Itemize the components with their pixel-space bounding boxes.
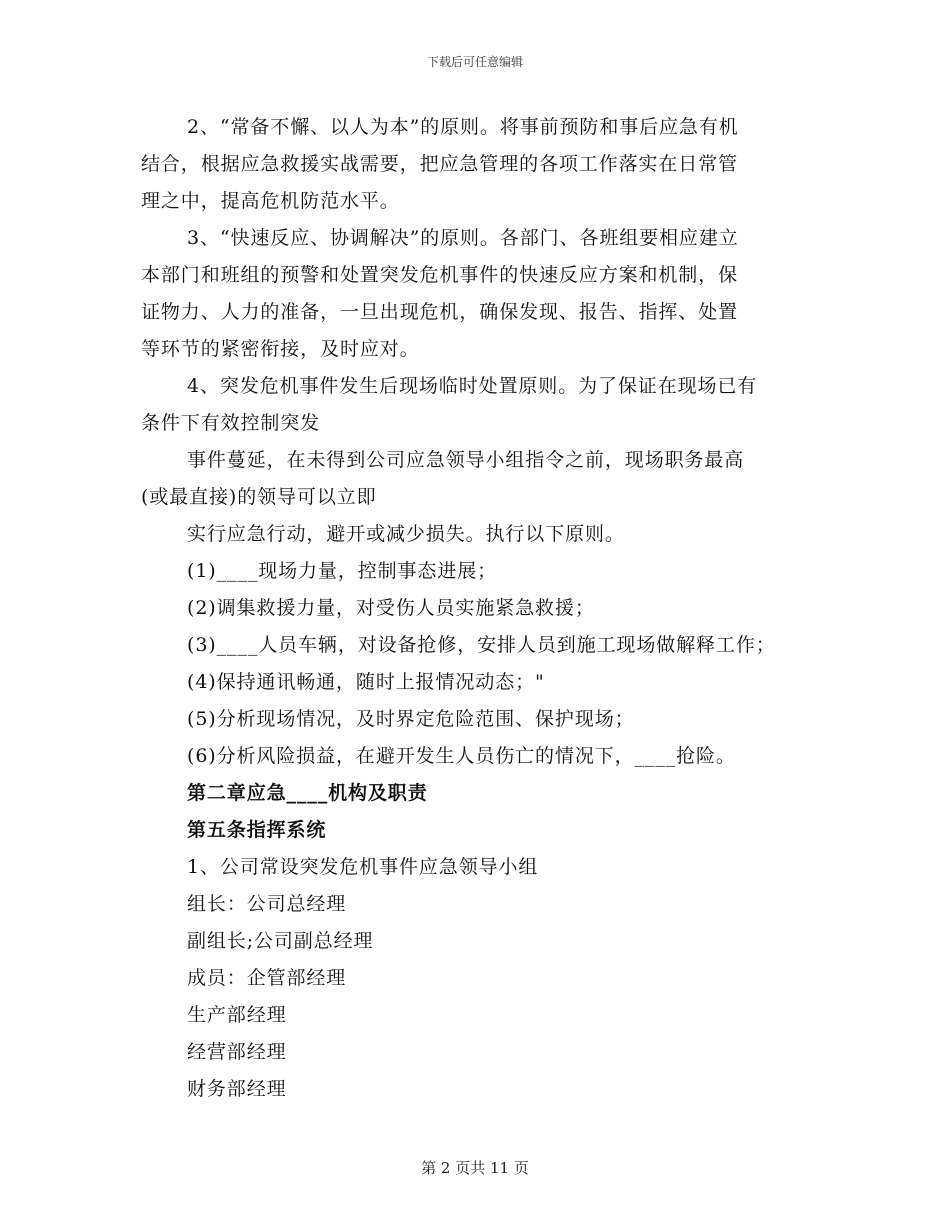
text-line: 结合，根据应急救援实战需要，把应急管理的各项工作落实在日常管 xyxy=(141,153,739,175)
text-line: 经营部经理 xyxy=(187,1041,287,1063)
text-line: (或最直接)的领导可以立即 xyxy=(141,486,377,508)
text-line: (1)____现场力量，控制事态进展； xyxy=(187,560,498,582)
text-line: 事件蔓延，在未得到公司应急领导小组指令之前，现场职务最高 xyxy=(187,449,745,471)
text-line: (2)调集救援力量，对受伤人员实施紧急救援； xyxy=(187,597,595,619)
text-line: 实行应急行动，避开或减少损失。执行以下原则。 xyxy=(187,523,625,545)
page-footer: 第 2 页共 11 页 xyxy=(421,1159,529,1177)
text-line: 本部门和班组的预警和处置突发危机事件的快速反应方案和机制，保 xyxy=(141,264,739,286)
text-line: 理之中，提高危机防范水平。 xyxy=(141,190,400,212)
text-line: (4)保持通讯畅通，随时上报情况动态；" xyxy=(187,671,545,693)
text-line: 4、突发危机事件发生后现场临时处置原则。为了保证在现场已有 xyxy=(187,375,758,397)
text-line: (5)分析现场情况，及时界定危险范围、保护现场； xyxy=(187,708,635,730)
text-line: 副组长;公司副总经理 xyxy=(187,930,374,952)
text-line: 财务部经理 xyxy=(187,1078,287,1100)
page-header: 下载后可任意编辑 xyxy=(426,55,523,69)
section-heading: 第五条指挥系统 xyxy=(187,819,327,841)
text-line: 1、公司常设突发危机事件应急领导小组 xyxy=(187,856,539,878)
text-line: 等环节的紧密衔接，及时应对。 xyxy=(141,338,420,360)
text-line: 组长：公司总经理 xyxy=(187,893,347,915)
text-line: 条件下有效控制突发 xyxy=(141,412,321,434)
text-line: (6)分析风险损益，在避开发生人员伤亡的情况下，____抢险。 xyxy=(187,745,736,767)
text-line: 2、“常备不懈、以人为本”的原则。将事前预防和事后应急有机 xyxy=(187,116,739,138)
text-line: 生产部经理 xyxy=(187,1004,287,1026)
text-line: 证物力、人力的准备，一旦出现危机，确保发现、报告、指挥、处置 xyxy=(141,301,739,323)
text-line: (3)____人员车辆，对设备抢修，安排人员到施工现场做解释工作； xyxy=(187,634,776,656)
section-heading: 第二章应急____机构及职责 xyxy=(187,782,428,804)
document-body xyxy=(141,112,811,1111)
text-line: 3、“快速反应、协调解决”的原则。各部门、各班组要相应建立 xyxy=(187,227,739,249)
text-line: 成员：企管部经理 xyxy=(187,967,347,989)
